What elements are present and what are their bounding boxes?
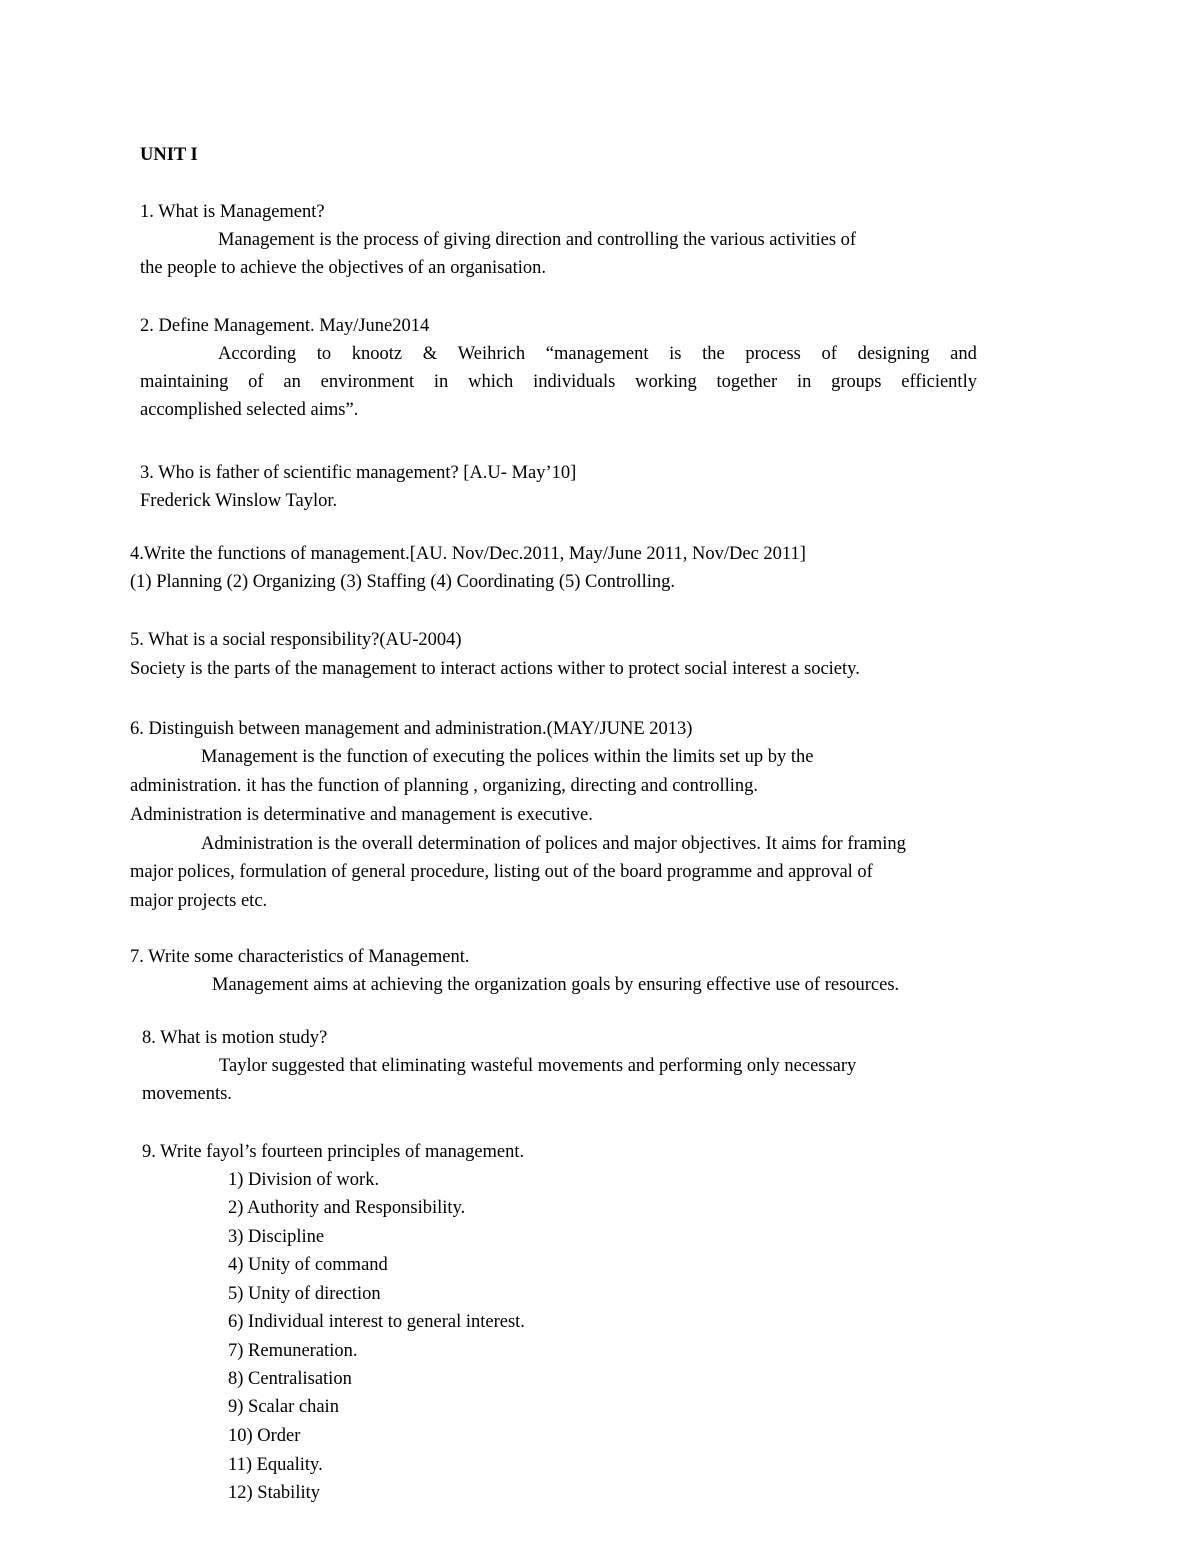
q6-answer-line-1: Management is the function of executing the polices within the limits set up by the	[201, 747, 814, 767]
q5-question: 5. What is a social responsibility?(AU-2004)	[130, 630, 462, 650]
q4-answer: (1) Planning (2) Organizing (3) Staffing (4) Coordinating (5) Controlling.	[130, 572, 675, 592]
principle-item: 5) Unity of direction	[228, 1284, 381, 1304]
q2-word: According	[218, 344, 297, 364]
q6-answer-line-2: administration. it has the function of planning , organizing, directing and controlling.	[130, 776, 759, 796]
q9-question: 9. Write fayol’s fourteen principles of management.	[142, 1142, 525, 1162]
q6-answer-line-3: Administration is determinative and management is executive.	[130, 805, 593, 825]
q2-answer-line-2	[140, 371, 977, 393]
principle-item: 3) Discipline	[228, 1227, 325, 1247]
q7-question: 7. Write some characteristics of Management.	[130, 947, 470, 967]
q2-word: to	[316, 344, 332, 364]
q2-answer-line-3: accomplished selected aims”.	[140, 400, 359, 420]
q3-question: 3. Who is father of scientific management? [A.U- May’10]	[140, 463, 577, 483]
principle-item: 12) Stability	[228, 1483, 320, 1503]
q6-answer-line-4: Administration is the overall determination of polices and major objectives. It aims for framing	[201, 834, 906, 854]
q2-word: an	[283, 372, 301, 392]
q6-question: 6. Distinguish between management and administration.(MAY/JUNE 2013)	[130, 719, 693, 739]
q2-word: groups	[831, 372, 882, 392]
q2-word: process	[745, 344, 801, 364]
q2-word: together	[716, 372, 778, 392]
q2-word: knootz	[351, 344, 403, 364]
q7-answer: Management aims at achieving the organization goals by ensuring effective use of resources.	[212, 975, 900, 995]
principle-item: 2) Authority and Responsibility.	[228, 1198, 466, 1218]
q4-question: 4.Write the functions of management.[AU. Nov/Dec.2011, May/June 2011, Nov/Dec 2011]	[130, 544, 806, 564]
principle-item: 6) Individual interest to general interest.	[228, 1312, 525, 1332]
q2-word: “management	[545, 344, 649, 364]
q2-word: is	[669, 344, 682, 364]
q8-question: 8. What is motion study?	[142, 1028, 328, 1048]
principle-item: 4) Unity of command	[228, 1255, 388, 1275]
q6-answer-line-6: major projects etc.	[130, 891, 268, 911]
principle-item: 7) Remuneration.	[228, 1341, 358, 1361]
q2-word: efficiently	[901, 372, 977, 392]
q8-answer-line-2: movements.	[142, 1084, 232, 1104]
q2-word: individuals	[533, 372, 616, 392]
q2-word: working	[635, 372, 697, 392]
q1-answer-line-2: the people to achieve the objectives of an organisation.	[140, 258, 547, 278]
q2-word: environment	[320, 372, 415, 392]
q8-answer-line-1: Taylor suggested that eliminating wasteful movements and performing only necessary	[219, 1056, 857, 1076]
q1-question: 1. What is Management?	[140, 202, 325, 222]
principle-item: 9) Scalar chain	[228, 1397, 339, 1417]
unit-title: UNIT I	[140, 145, 198, 165]
q6-answer-line-5: major polices, formulation of general procedure, listing out of the board programme and approval of	[130, 862, 873, 882]
principle-item: 11) Equality.	[228, 1455, 323, 1475]
q2-word: in	[796, 372, 812, 392]
q5-answer: Society is the parts of the management to interact actions wither to protect social interest a society.	[130, 659, 860, 679]
q1-answer-line-1: Management is the process of giving direction and controlling the various activities of	[218, 230, 857, 250]
q2-word: the	[702, 344, 725, 364]
q2-word: maintaining	[140, 372, 229, 392]
q2-question: 2. Define Management. May/June2014	[140, 316, 430, 336]
q2-answer-line-1	[218, 343, 977, 365]
principle-item: 10) Order	[228, 1426, 301, 1446]
q2-word: Weihrich	[457, 344, 526, 364]
principle-item: 1) Division of work.	[228, 1170, 380, 1190]
principle-item: 8) Centralisation	[228, 1369, 352, 1389]
q2-word: of	[821, 344, 837, 364]
q3-answer: Frederick Winslow Taylor.	[140, 491, 338, 511]
q2-word: of	[248, 372, 264, 392]
q2-word: and	[950, 344, 977, 364]
q2-word: designing	[857, 344, 930, 364]
q2-word: which	[468, 372, 514, 392]
q2-word: in	[433, 372, 449, 392]
q2-word: &	[422, 344, 438, 364]
